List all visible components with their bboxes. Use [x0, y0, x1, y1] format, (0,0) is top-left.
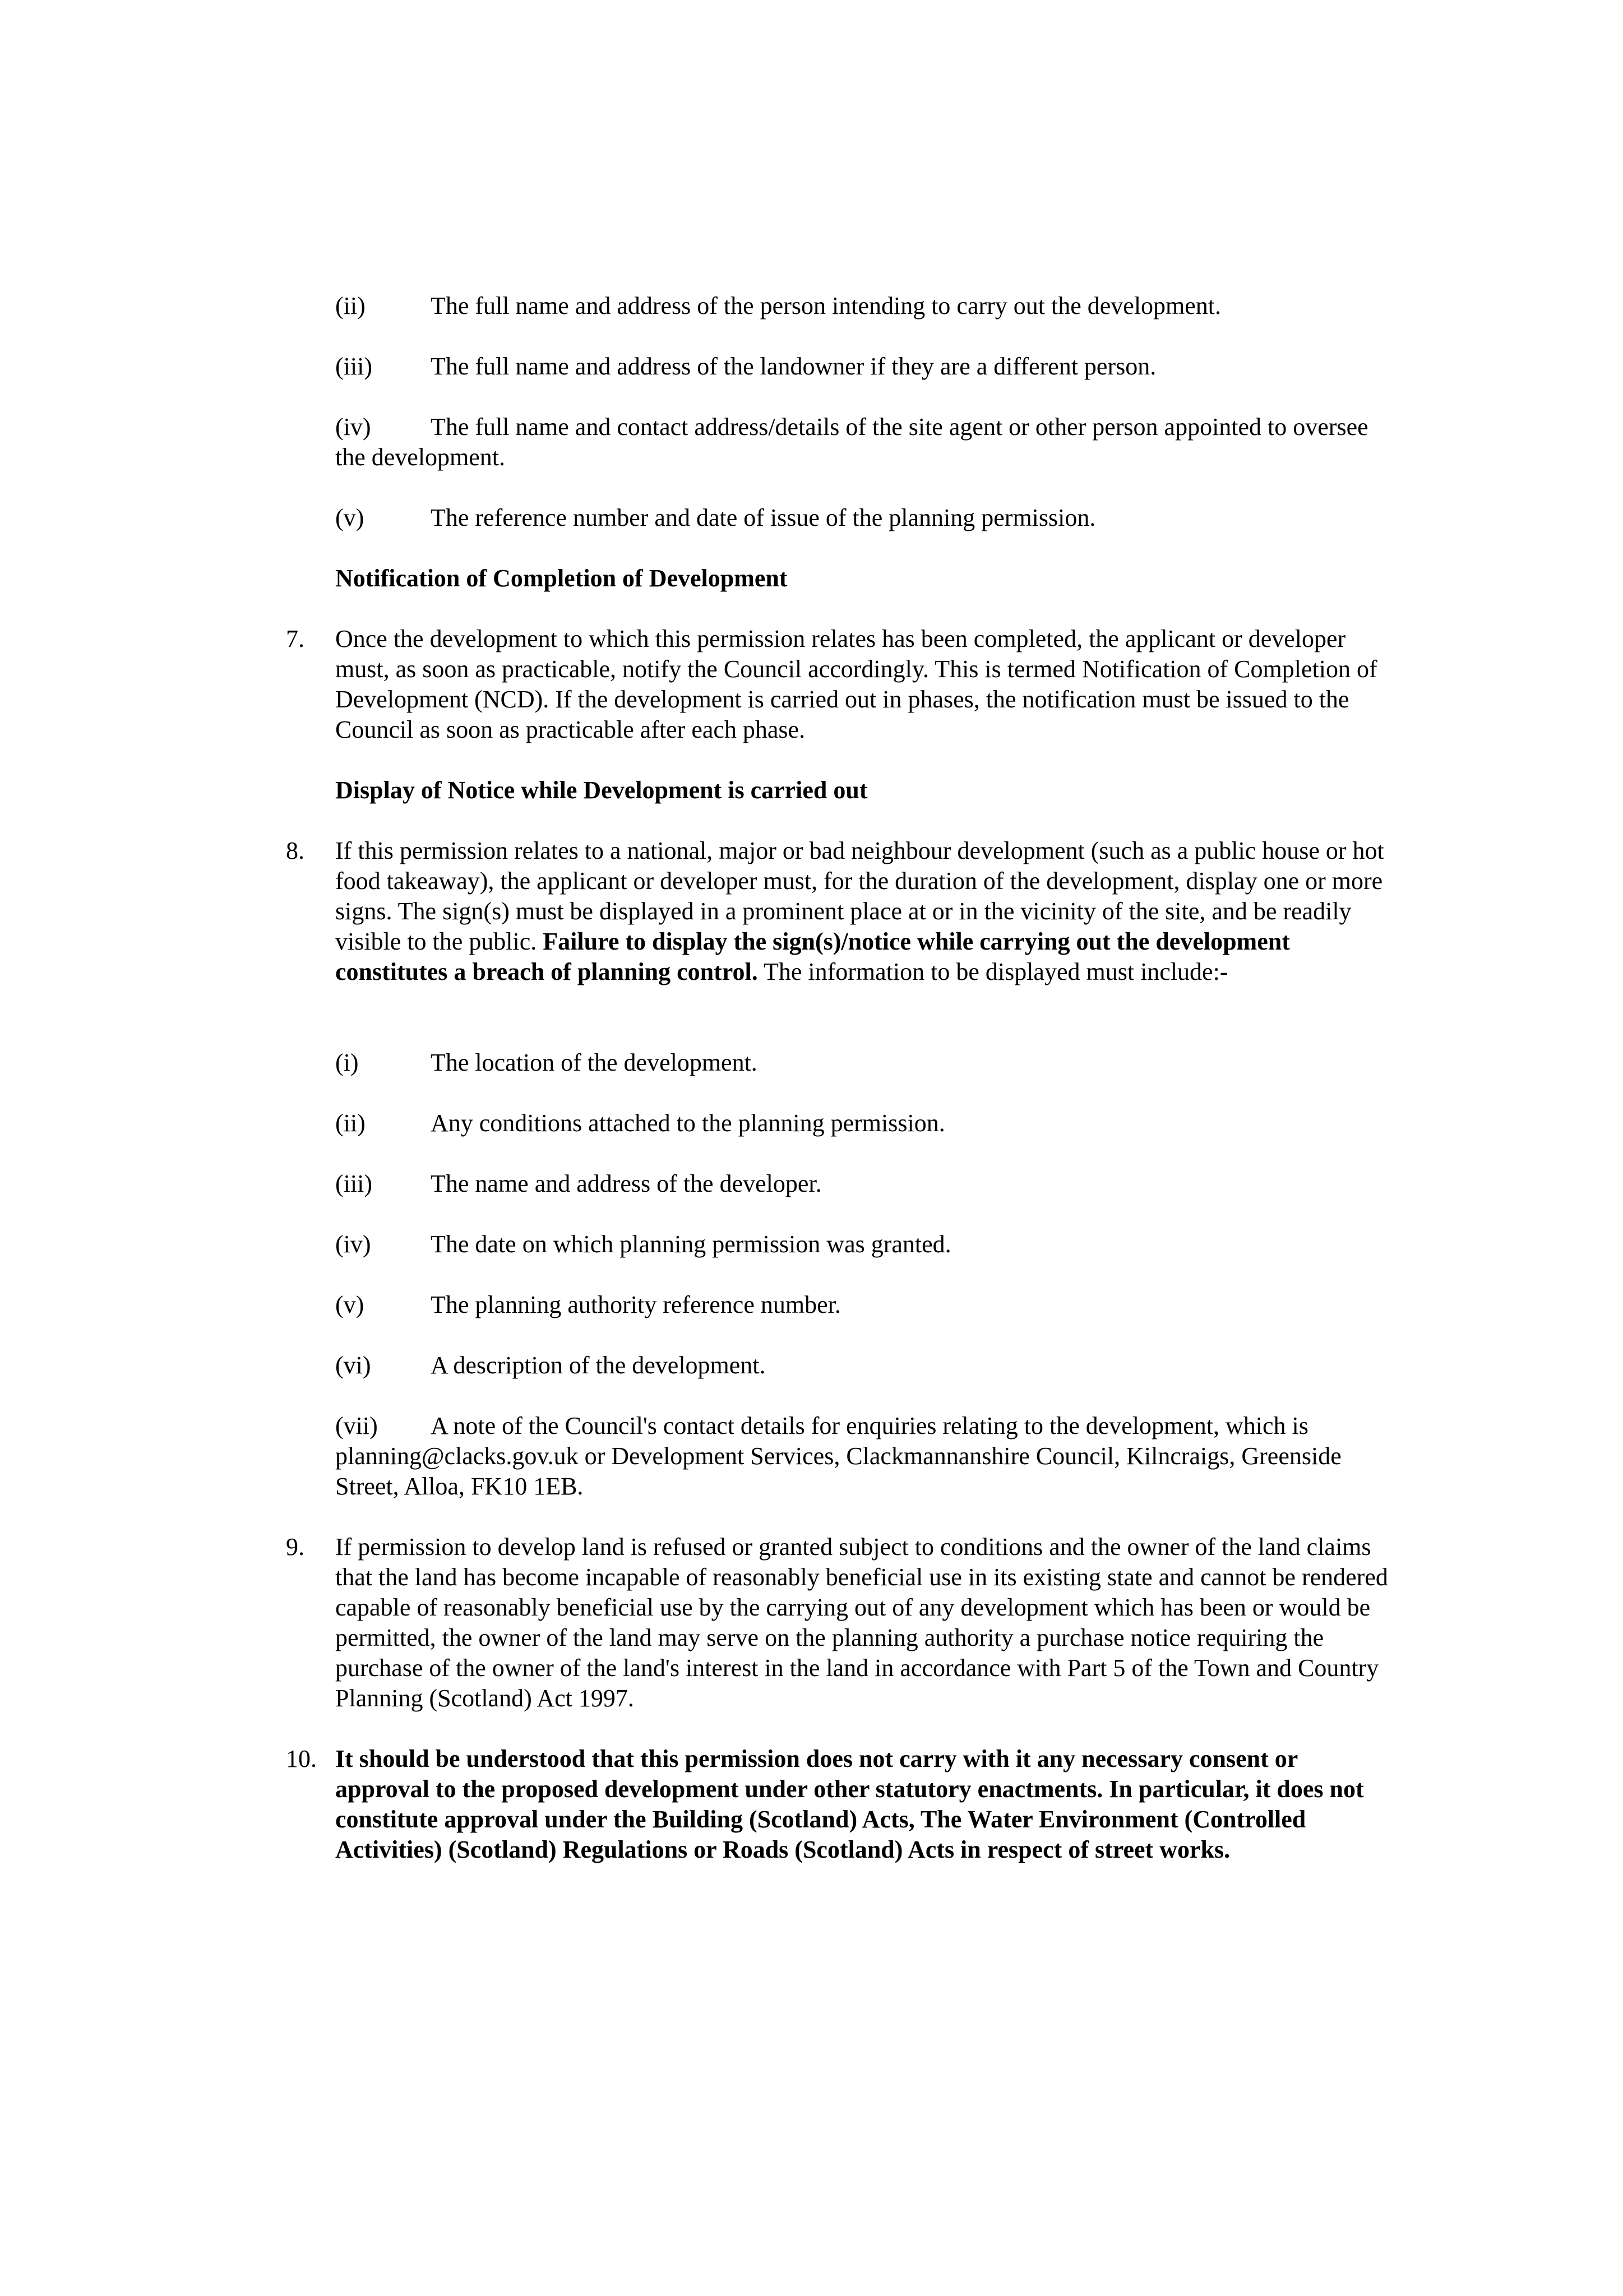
paragraph-number: 8.: [286, 837, 304, 864]
list-item: [335, 1411, 1389, 1502]
paragraph-text-part: The information to be displayed must include:-: [757, 958, 1228, 985]
section-heading-notice: Display of Notice while Development is carried out: [335, 776, 868, 804]
paragraph-text-part: If this permission relates to a national, major or bad neighbour development (such as a public house or hot food takeaway), the applicant or developer must, for the duration of the development, display one or more signs. The sign(s) must be displayed in a prominent place at or in the vicinity of the site, and be readily visible to the public.: [335, 837, 1384, 955]
item-marker: (v): [335, 1291, 364, 1318]
numbered-paragraph-10: [286, 1744, 1390, 1865]
list-item: [335, 351, 1389, 382]
numbered-paragraph-8: [286, 836, 1390, 987]
paragraph-text: [335, 836, 1390, 987]
item-text: The name and address of the developer.: [431, 1170, 822, 1197]
numbered-paragraph-7: [286, 624, 1390, 745]
paragraph-bold-warning: Failure to display the sign(s)/notice while carrying out the development constitutes a breach of planning control.: [335, 928, 1290, 985]
item-marker: (vii): [335, 1412, 378, 1439]
item-marker: (ii): [335, 292, 366, 320]
list-item: [335, 1108, 1389, 1138]
item-marker: (iv): [335, 413, 371, 441]
paragraph-number: 10.: [286, 1745, 317, 1772]
paragraph-text: It should be understood that this permission does not carry with it any necessary consent or approval to the proposed development under other statutory enactments. In particular, it does not constitute approval under the Building (Scotland) Acts, The Water Environment (Controlled Activities) (Scotland) Regulations or Roads (Scotland) Acts in respect of street works.: [335, 1745, 1364, 1863]
item-text: The full name and contact address/details of the site agent or other person appointed to oversee the development.: [335, 413, 1368, 471]
item-marker: (ii): [335, 1109, 366, 1137]
section-heading-ncd: Notification of Completion of Development: [335, 564, 788, 592]
item-marker: (iii): [335, 1170, 372, 1197]
item-text: The planning authority reference number.: [431, 1291, 841, 1318]
item-text: The reference number and date of issue of the planning permission.: [431, 504, 1096, 531]
list-item: [335, 291, 1389, 321]
paragraph-number: 7.: [286, 625, 304, 652]
item-text: A description of the development.: [431, 1351, 766, 1379]
item-text: The location of the development.: [431, 1049, 757, 1076]
item-marker: (vi): [335, 1351, 371, 1379]
item-marker: (v): [335, 504, 364, 531]
item-text: The full name and address of the person intending to carry out the development.: [431, 292, 1222, 320]
list-item: [335, 1290, 1389, 1320]
list-item: [335, 503, 1389, 533]
list-item: [335, 1229, 1389, 1260]
item-text: The date on which planning permission was granted.: [431, 1230, 951, 1258]
list-item: [335, 1350, 1389, 1381]
paragraph-text: Once the development to which this permission relates has been completed, the applicant or developer must, as soon as practicable, notify the Council accordingly. This is termed Notification of Completion of Development (NCD). If the development is carried out in phases, the notification must be issued to the Council as soon as practicable after each phase.: [335, 625, 1377, 743]
list-item: [335, 1169, 1389, 1199]
item-text: A note of the Council's contact details for enquiries relating to the development, which is planning@clacks.gov.uk or Development Services, Clackmannanshire Council, Kilncraigs, Greenside Street, Alloa, FK10 1EB.: [335, 1412, 1342, 1500]
list-item: [335, 1048, 1389, 1078]
paragraph-text: If permission to develop land is refused or granted subject to conditions and the owner of the land claims that the land has become incapable of reasonably beneficial use in its existing state and cannot be rendered capable of reasonably beneficial use by the carrying out of any development which has been or would be permitted, the owner of the land may serve on the planning authority a purchase notice requiring the purchase of the owner of the land's interest in the land in accordance with Part 5 of the Town and Country Planning (Scotland) Act 1997.: [335, 1533, 1388, 1712]
numbered-paragraph-9: [286, 1532, 1390, 1714]
item-marker: (i): [335, 1049, 359, 1076]
item-text: The full name and address of the landowner if they are a different person.: [431, 353, 1157, 380]
item-marker: (iv): [335, 1230, 371, 1258]
item-marker: (iii): [335, 353, 372, 380]
paragraph-number: 9.: [286, 1533, 304, 1561]
list-item: [335, 412, 1389, 473]
item-text: Any conditions attached to the planning permission.: [431, 1109, 945, 1137]
